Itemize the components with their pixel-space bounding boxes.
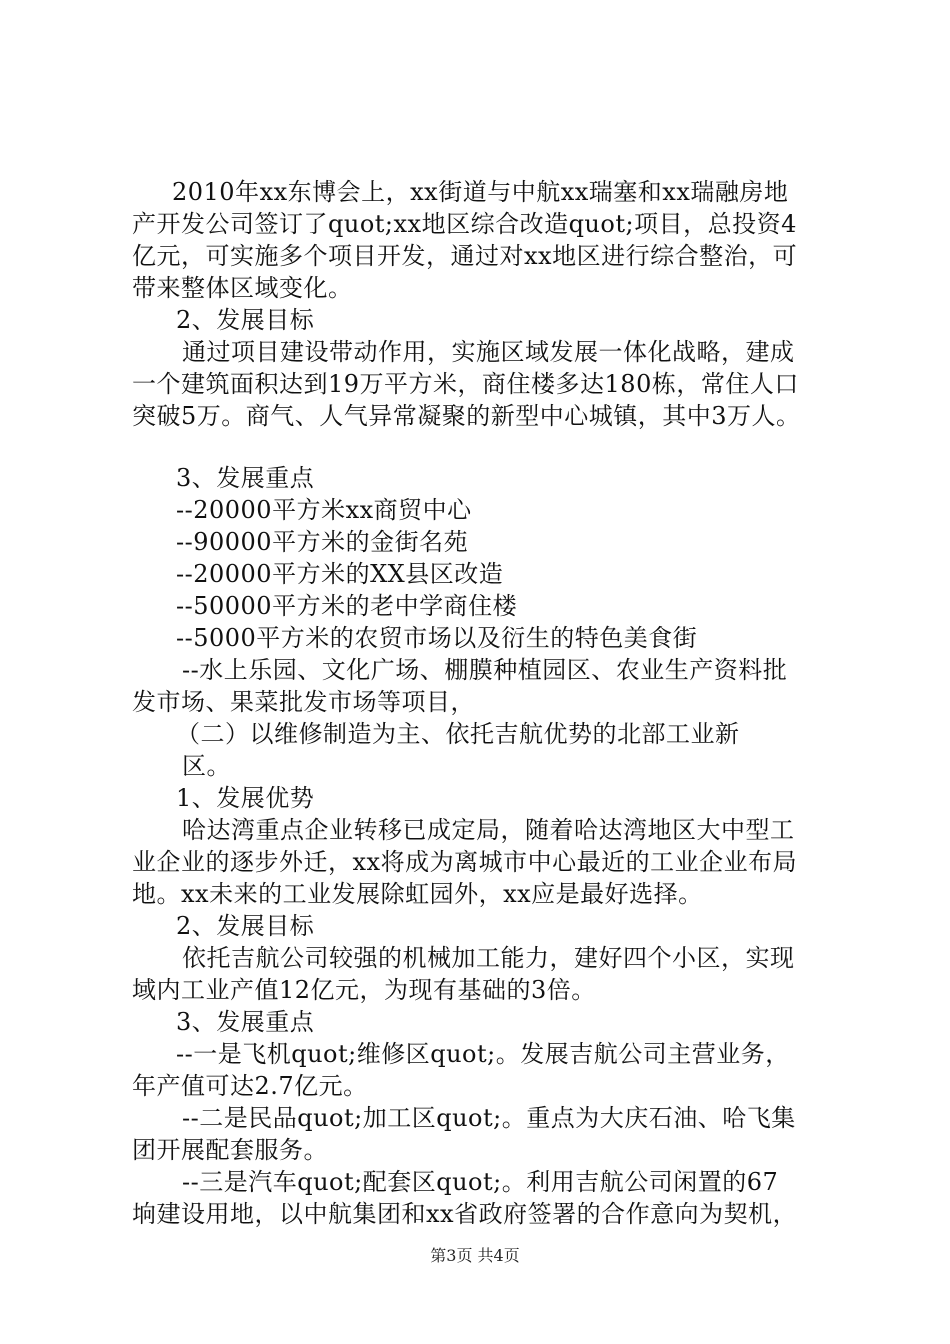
text-line: --50000平方米的老中学商住楼 <box>176 592 518 620</box>
text-line: 地。xx未来的工业发展除虹园外，xx应是最好选择。 <box>132 880 703 908</box>
text-line: 团开展配套服务。 <box>132 1136 328 1164</box>
text-line: 发市场、果菜批发市场等项目， <box>132 688 475 716</box>
text-line: --一是飞机quot;维修区quot;。发展吉航公司主营业务， <box>176 1040 790 1068</box>
text-line: --二是民品quot;加工区quot;。重点为大庆石油、哈飞集 <box>182 1104 796 1132</box>
text-line: --水上乐园、文化广场、棚膜种植园区、农业生产资料批 <box>182 656 788 684</box>
text-line: 业企业的逐步外迁，xx将成为离城市中心最近的工业企业布局 <box>132 848 798 876</box>
text-line: --三是汽车quot;配套区quot;。利用吉航公司闲置的67 <box>182 1168 779 1196</box>
text-line: 哈达湾重点企业转移已成定局，随着哈达湾地区大中型工 <box>182 816 795 844</box>
text-line: 域内工业产值12亿元，为现有基础的3倍。 <box>132 976 596 1004</box>
text-line: 2010年xx东博会上，xx街道与中航xx瑞塞和xx瑞融房地 <box>172 178 789 206</box>
text-line: 3、发展重点 <box>176 464 315 492</box>
text-line: 突破5万。商气、人气异常凝聚的新型中心城镇，其中3万人。 <box>132 402 801 430</box>
text-line: --20000平方米xx商贸中心 <box>176 496 472 524</box>
text-line: --20000平方米的XX县区改造 <box>176 560 504 588</box>
text-line: 通过项目建设带动作用，实施区域发展一体化战略，建成 <box>182 338 795 366</box>
text-line: --5000平方米的农贸市场以及衍生的特色美食街 <box>176 624 698 652</box>
document-body <box>132 176 842 1230</box>
page-footer: 第3页 共4页 <box>430 1246 520 1265</box>
text-line: 依托吉航公司较强的机械加工能力，建好四个小区，实现 <box>182 944 795 972</box>
text-line: （二）以维修制造为主、依托吉航优势的北部工业新 <box>176 720 740 748</box>
paragraph-gap <box>132 432 842 462</box>
text-line: 产开发公司签订了quot;xx地区综合改造quot;项目，总投资4 <box>132 210 797 238</box>
text-line: 垧建设用地，以中航集团和xx省政府签署的合作意向为契机， <box>132 1200 798 1228</box>
text-line: 3、发展重点 <box>176 1008 315 1036</box>
text-line: 1、发展优势 <box>176 784 315 812</box>
text-line: 2、发展目标 <box>176 912 315 940</box>
text-line: 一个建筑面积达到19万平方米，商住楼多达180栋，常住人口 <box>132 370 799 398</box>
text-line: 带来整体区域变化。 <box>132 274 353 302</box>
text-line: 2、发展目标 <box>176 306 315 334</box>
text-line: 亿元，可实施多个项目开发，通过对xx地区进行综合整治，可 <box>132 242 798 270</box>
text-line: --90000平方米的金街名苑 <box>176 528 469 556</box>
text-line: 年产值可达2.7亿元。 <box>132 1072 368 1100</box>
text-line: 区。 <box>182 752 231 780</box>
